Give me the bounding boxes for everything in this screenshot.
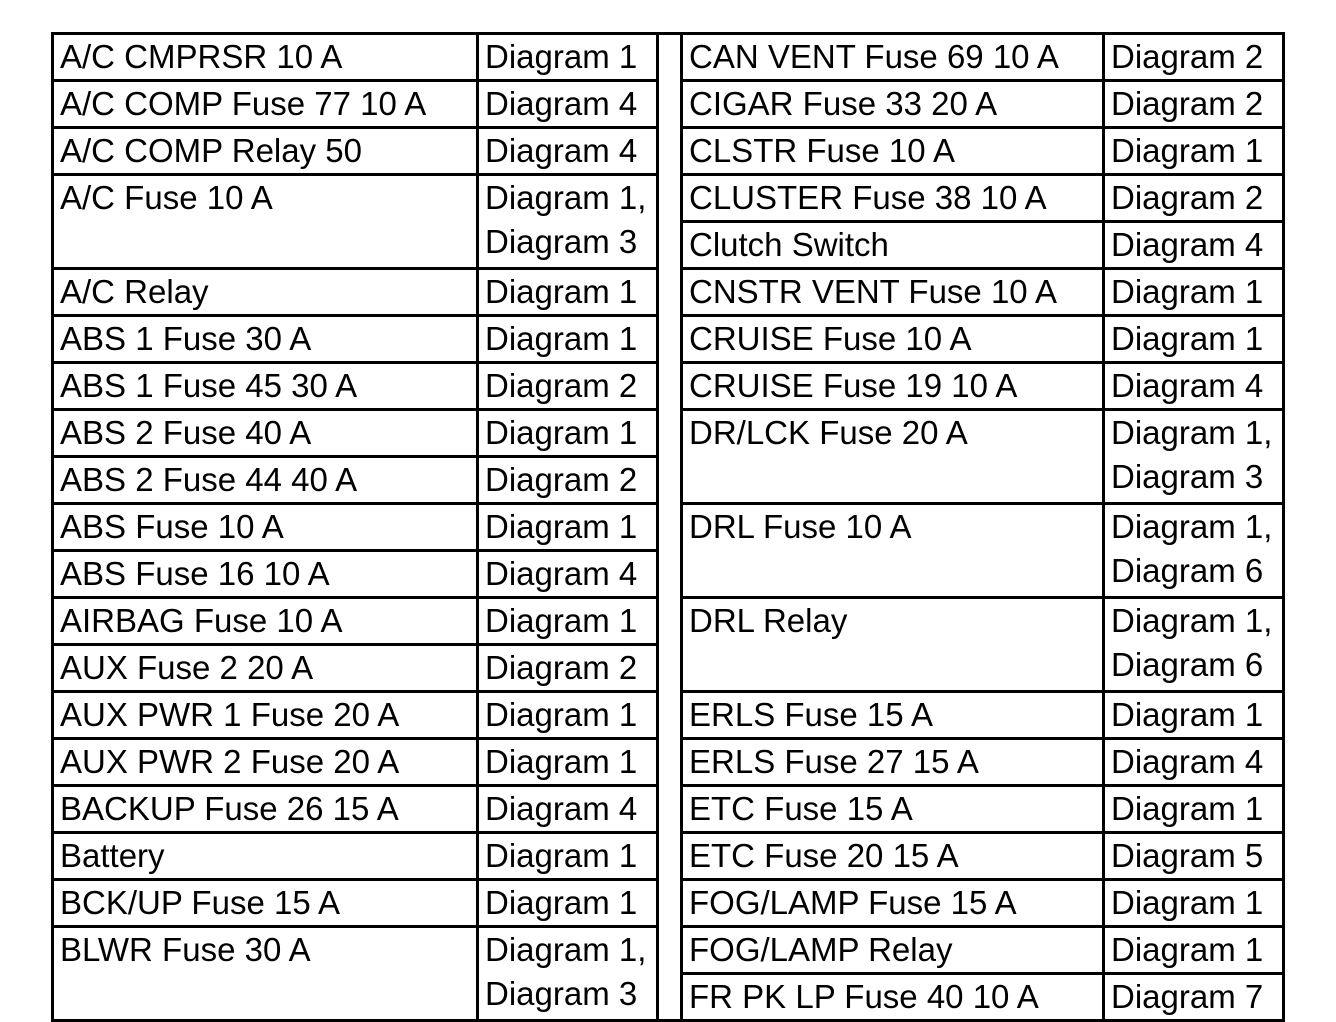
diagram-reference: Diagram 1	[1111, 790, 1264, 827]
entry-name: Clutch Switch	[689, 226, 889, 263]
entry-diagram-cell	[1104, 128, 1284, 175]
diagram-reference: Diagram 4	[485, 555, 638, 592]
entry-name: CLSTR Fuse 10 A	[689, 132, 955, 169]
entry-name: FOG/LAMP Relay	[689, 931, 953, 968]
entry-name: ABS Fuse 16 10 A	[60, 555, 330, 592]
entry-name-cell	[53, 175, 478, 269]
entry-name: ABS 1 Fuse 30 A	[60, 320, 312, 357]
entry-diagram-cell	[1104, 739, 1284, 786]
diagram-reference: Diagram 5	[1111, 837, 1264, 874]
entry-diagram-cell	[1104, 410, 1284, 504]
diagram-reference: Diagram 1	[1111, 273, 1264, 310]
entry-name-cell	[53, 269, 478, 316]
diagram-reference: Diagram 1	[1111, 931, 1264, 968]
entry-name-cell	[53, 927, 478, 1021]
table-row	[53, 34, 1284, 81]
entry-name-cell	[682, 974, 1104, 1021]
entry-name-cell	[53, 598, 478, 645]
entry-name-cell	[682, 598, 1104, 692]
entry-diagram-cell	[478, 316, 658, 363]
diagram-reference: Diagram 1	[485, 414, 638, 451]
entry-diagram-cell	[1104, 598, 1284, 692]
entry-diagram-cell	[478, 81, 658, 128]
entry-name: FOG/LAMP Fuse 15 A	[689, 884, 1017, 921]
entry-name: ABS Fuse 10 A	[60, 508, 284, 545]
entry-name-cell	[53, 316, 478, 363]
diagram-reference: Diagram 1	[1111, 320, 1264, 357]
diagram-reference: Diagram 2	[1111, 38, 1264, 75]
entry-diagram-cell	[1104, 81, 1284, 128]
diagram-reference: Diagram 3	[485, 223, 638, 260]
entry-diagram-cell	[1104, 222, 1284, 269]
entry-name-cell	[682, 692, 1104, 739]
entry-diagram-cell	[478, 410, 658, 457]
diagram-reference: Diagram 1	[485, 602, 638, 639]
entry-diagram-cell	[478, 927, 658, 1021]
diagram-reference: Diagram 1	[485, 837, 638, 874]
entry-name-cell	[53, 551, 478, 598]
entry-diagram-cell	[1104, 363, 1284, 410]
entry-name: ABS 1 Fuse 45 30 A	[60, 367, 358, 404]
entry-name-cell	[682, 833, 1104, 880]
diagram-reference: Diagram 6	[1111, 646, 1264, 683]
entry-diagram-cell	[478, 880, 658, 927]
entry-name-cell	[682, 269, 1104, 316]
entry-name-cell	[682, 504, 1104, 598]
entry-name: BACKUP Fuse 26 15 A	[60, 790, 399, 827]
diagram-reference: Diagram 4	[485, 132, 638, 169]
entry-name-cell	[53, 504, 478, 551]
entry-name: DRL Fuse 10 A	[689, 508, 912, 545]
entry-name: CLUSTER Fuse 38 10 A	[689, 179, 1047, 216]
entry-name-cell	[682, 363, 1104, 410]
entry-diagram-cell	[478, 175, 658, 269]
entry-name: AUX Fuse 2 20 A	[60, 649, 314, 686]
entry-name-cell	[682, 739, 1104, 786]
entry-name: FR PK LP Fuse 40 10 A	[689, 978, 1039, 1015]
entry-name: ETC Fuse 15 A	[689, 790, 913, 827]
entry-name: CIGAR Fuse 33 20 A	[689, 85, 998, 122]
diagram-reference: Diagram 4	[1111, 226, 1264, 263]
entry-name: ERLS Fuse 15 A	[689, 696, 933, 733]
diagram-reference: Diagram 1	[485, 743, 638, 780]
entry-name-cell	[682, 34, 1104, 81]
diagram-reference: Diagram 1	[485, 320, 638, 357]
entry-name-cell	[53, 786, 478, 833]
entry-name-cell	[682, 880, 1104, 927]
entry-diagram-cell	[478, 34, 658, 81]
diagram-reference: Diagram 4	[1111, 367, 1264, 404]
diagram-reference: Diagram 3	[1111, 458, 1264, 495]
diagram-reference: Diagram 2	[1111, 85, 1264, 122]
entry-diagram-cell	[478, 645, 658, 692]
entry-name: ABS 2 Fuse 44 40 A	[60, 461, 358, 498]
entry-name-cell	[53, 645, 478, 692]
diagram-reference: Diagram 2	[1111, 179, 1264, 216]
entry-name-cell	[53, 410, 478, 457]
diagram-reference: Diagram 1	[485, 508, 638, 545]
entry-name-cell	[53, 81, 478, 128]
entry-name-cell	[682, 175, 1104, 222]
entry-name-cell	[53, 34, 478, 81]
entry-name-cell	[682, 316, 1104, 363]
column-separator	[658, 34, 682, 1021]
entry-diagram-cell	[478, 269, 658, 316]
entry-diagram-cell	[1104, 316, 1284, 363]
entry-name-cell	[53, 880, 478, 927]
entry-name-cell	[682, 927, 1104, 974]
entry-name-cell	[682, 410, 1104, 504]
entry-diagram-cell	[478, 363, 658, 410]
diagram-reference: Diagram 7	[1111, 978, 1264, 1015]
entry-name: DR/LCK Fuse 20 A	[689, 414, 968, 451]
entry-diagram-cell	[1104, 692, 1284, 739]
diagram-reference: Diagram 6	[1111, 552, 1264, 589]
diagram-reference: Diagram 3	[485, 975, 638, 1012]
entry-name-cell	[53, 692, 478, 739]
entry-diagram-cell	[478, 739, 658, 786]
diagram-reference: Diagram 1,	[1111, 508, 1273, 545]
entry-diagram-cell	[1104, 927, 1284, 974]
entry-name: ABS 2 Fuse 40 A	[60, 414, 312, 451]
entry-name: CAN VENT Fuse 69 10 A	[689, 38, 1059, 75]
entry-name: ETC Fuse 20 15 A	[689, 837, 959, 874]
diagram-reference: Diagram 2	[485, 649, 638, 686]
diagram-reference: Diagram 1	[1111, 132, 1264, 169]
entry-diagram-cell	[478, 128, 658, 175]
diagram-reference: Diagram 1,	[485, 179, 647, 216]
diagram-reference: Diagram 2	[485, 367, 638, 404]
fuse-index-table	[51, 32, 1285, 1022]
entry-diagram-cell	[478, 551, 658, 598]
diagram-reference: Diagram 1	[485, 273, 638, 310]
entry-diagram-cell	[1104, 504, 1284, 598]
diagram-reference: Diagram 4	[1111, 743, 1264, 780]
diagram-reference: Diagram 4	[485, 790, 638, 827]
entry-name-cell	[53, 739, 478, 786]
entry-diagram-cell	[1104, 175, 1284, 222]
entry-diagram-cell	[1104, 269, 1284, 316]
entry-name: DRL Relay	[689, 602, 848, 639]
entry-name: BCK/UP Fuse 15 A	[60, 884, 341, 921]
entry-name: A/C COMP Relay 50	[60, 132, 362, 169]
entry-diagram-cell	[478, 598, 658, 645]
entry-name: AUX PWR 2 Fuse 20 A	[60, 743, 400, 780]
entry-name-cell	[53, 363, 478, 410]
diagram-reference: Diagram 1	[485, 696, 638, 733]
entry-name: ERLS Fuse 27 15 A	[689, 743, 979, 780]
entry-name-cell	[682, 81, 1104, 128]
diagram-reference: Diagram 1	[1111, 884, 1264, 921]
entry-name-cell	[53, 457, 478, 504]
entry-name: Battery	[60, 837, 165, 874]
entry-name-cell	[53, 833, 478, 880]
entry-name: AIRBAG Fuse 10 A	[60, 602, 343, 639]
entry-name: A/C Fuse 10 A	[60, 179, 273, 216]
entry-name-cell	[682, 222, 1104, 269]
diagram-reference: Diagram 1	[485, 884, 638, 921]
diagram-reference: Diagram 4	[485, 85, 638, 122]
entry-diagram-cell	[1104, 974, 1284, 1021]
entry-diagram-cell	[478, 457, 658, 504]
entry-diagram-cell	[1104, 34, 1284, 81]
entry-diagram-cell	[478, 504, 658, 551]
entry-name-cell	[682, 786, 1104, 833]
entry-name: AUX PWR 1 Fuse 20 A	[60, 696, 400, 733]
entry-name: BLWR Fuse 30 A	[60, 931, 311, 968]
entry-name: CNSTR VENT Fuse 10 A	[689, 273, 1058, 310]
entry-name: CRUISE Fuse 19 10 A	[689, 367, 1018, 404]
entry-diagram-cell	[1104, 786, 1284, 833]
entry-name: A/C Relay	[60, 273, 209, 310]
entry-name-cell	[682, 128, 1104, 175]
entry-name: CRUISE Fuse 10 A	[689, 320, 972, 357]
entry-diagram-cell	[1104, 833, 1284, 880]
diagram-reference: Diagram 1	[1111, 696, 1264, 733]
entry-diagram-cell	[478, 692, 658, 739]
entry-diagram-cell	[1104, 880, 1284, 927]
entry-name-cell	[53, 128, 478, 175]
fuse-index-body	[53, 34, 1284, 1021]
entry-name: A/C COMP Fuse 77 10 A	[60, 85, 427, 122]
diagram-reference: Diagram 1,	[1111, 414, 1273, 451]
diagram-reference: Diagram 2	[485, 461, 638, 498]
diagram-reference: Diagram 1	[485, 38, 638, 75]
entry-name: A/C CMPRSR 10 A	[60, 38, 343, 75]
diagram-reference: Diagram 1,	[1111, 602, 1273, 639]
entry-diagram-cell	[478, 786, 658, 833]
entry-diagram-cell	[478, 833, 658, 880]
diagram-reference: Diagram 1,	[485, 931, 647, 968]
